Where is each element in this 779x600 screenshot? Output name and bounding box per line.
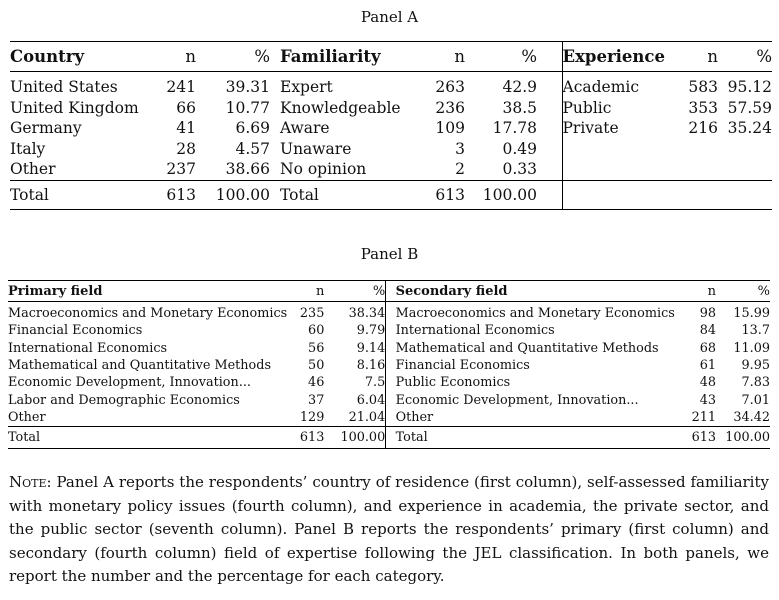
count-cell: 60 (308, 323, 325, 339)
percent-cell: 11.09 (733, 340, 770, 356)
spacer-cell (386, 391, 396, 408)
spacer-cell (537, 118, 562, 139)
percent-cell: 6.04 (356, 392, 386, 408)
empty-cell (680, 180, 718, 209)
percent-cell: 4.57 (235, 139, 270, 158)
count-cell: 613 (415, 180, 465, 209)
spacer-cell (537, 139, 562, 160)
familiarity-cell: Aware (280, 119, 330, 138)
note-text: Panel A reports the respondents’ country of residence (first column), self-assessed familiarity with monetary policy issues (fourth column), and experience in academia, the private sector, and the public sector (seventh column). Panel B reports the respondents’ primary (first column) and secondary (fourth column) field of expertise following the JEL classification. In both panels, we report the number and the percentage for each category. (9, 473, 769, 585)
percent-cell: 95.12 (727, 78, 772, 97)
header-percent: % (718, 42, 772, 72)
panel-a-title: Panel A (360, 8, 419, 26)
spacer-cell (537, 72, 562, 98)
count-cell: 613 (150, 180, 196, 209)
count-cell: 41 (176, 119, 196, 138)
count-cell: 236 (435, 98, 465, 117)
total-label: Total (280, 180, 415, 209)
percent-cell: 7.83 (741, 375, 770, 391)
count-cell: 2 (455, 160, 465, 179)
percent-cell: 7.5 (364, 375, 386, 391)
count-cell: 211 (691, 409, 717, 425)
header-percent: % (324, 281, 385, 302)
percent-cell: 0.33 (502, 160, 537, 179)
count-cell: 37 (308, 392, 325, 408)
empty-cell (562, 180, 680, 209)
count-cell: 613 (287, 427, 324, 449)
count-cell: 61 (699, 358, 717, 374)
header-percent: % (716, 281, 770, 302)
secondary-field-cell: International Economics (395, 323, 555, 339)
panel-b-header-row (8, 281, 770, 302)
familiarity-cell: Expert (280, 78, 333, 97)
table-row (10, 72, 772, 98)
count-cell: 353 (688, 98, 718, 117)
spacer-cell (270, 98, 280, 119)
header-n: n (675, 281, 716, 302)
country-cell: United Kingdom (10, 98, 139, 117)
count-cell: 50 (308, 358, 325, 374)
spacer-cell (537, 98, 562, 119)
percent-cell: 15.99 (733, 306, 770, 322)
count-cell: 237 (166, 160, 196, 179)
header-experience: Experience (562, 42, 680, 72)
header-percent: % (465, 42, 537, 72)
panel-b-title: Panel B (360, 245, 419, 263)
count-cell: 109 (435, 119, 465, 138)
primary-field-cell: Labor and Demographic Economics (8, 392, 240, 408)
percent-cell: 42.9 (502, 78, 537, 97)
table-row (8, 302, 770, 323)
panel-a-table (10, 41, 772, 210)
count-cell: 56 (308, 340, 325, 356)
spacer-cell (270, 159, 280, 180)
experience-cell: Public (562, 98, 680, 119)
count-cell (680, 139, 718, 160)
primary-field-cell: Mathematical and Quantitative Methods (8, 358, 272, 374)
primary-field-cell: Financial Economics (8, 323, 143, 339)
table-row (10, 118, 772, 139)
secondary-field-cell: Macroeconomics and Monetary Economics (395, 306, 675, 322)
primary-field-cell: Other (8, 409, 46, 425)
percent-cell: 0.49 (502, 139, 537, 158)
count-cell: 28 (176, 139, 196, 158)
percent-cell: 100.00 (196, 180, 270, 209)
country-cell: United States (10, 78, 118, 97)
header-percent: % (196, 42, 270, 72)
percent-cell: 13.7 (741, 323, 770, 339)
header-country: Country (10, 42, 150, 72)
header-n: n (150, 42, 196, 72)
country-cell: Italy (10, 139, 46, 158)
total-row (10, 180, 772, 209)
table-row (10, 98, 772, 119)
table-row (8, 409, 770, 427)
count-cell (680, 159, 718, 180)
percent-cell: 8.16 (356, 358, 386, 374)
percent-cell: 38.5 (502, 98, 537, 117)
count-cell: 235 (299, 306, 325, 322)
primary-field-cell: Economic Development, Innovation... (8, 375, 251, 391)
spacer-cell (386, 374, 396, 391)
table-note (9, 471, 769, 589)
header-secondary-field: Secondary field (396, 281, 675, 302)
familiarity-cell: Unaware (280, 139, 352, 158)
count-cell: 68 (699, 340, 717, 356)
spacer-cell (386, 322, 396, 339)
table-row (8, 340, 770, 357)
spacer-cell (386, 409, 396, 427)
percent-cell: 38.34 (348, 306, 386, 322)
percent-cell: 6.69 (235, 119, 270, 138)
count-cell: 583 (688, 78, 718, 97)
total-label: Total (10, 180, 150, 209)
secondary-field-cell: Economic Development, Innovation... (395, 392, 639, 408)
secondary-field-cell: Financial Economics (395, 358, 530, 374)
spacer-cell (270, 118, 280, 139)
table-row (10, 139, 772, 160)
count-cell: 46 (308, 375, 325, 391)
table-row (10, 159, 772, 180)
header-n: n (680, 42, 718, 72)
panel-a-header-row (10, 42, 772, 72)
spacer-cell (270, 72, 280, 98)
count-cell: 98 (699, 306, 717, 322)
percent-cell: 39.31 (225, 78, 270, 97)
count-cell: 3 (455, 139, 465, 158)
count-cell: 129 (299, 409, 325, 425)
total-label: Total (8, 427, 287, 449)
percent-cell (718, 139, 772, 160)
table-row (8, 391, 770, 408)
empty-cell (718, 180, 772, 209)
experience-cell: Private (562, 118, 680, 139)
experience-cell: Academic (562, 72, 680, 98)
table-row (8, 374, 770, 391)
percent-cell: 10.77 (225, 98, 270, 117)
count-cell: 263 (435, 78, 465, 97)
header-familiarity: Familiarity (280, 42, 415, 72)
total-row (8, 427, 770, 449)
experience-cell (562, 139, 680, 160)
count-cell: 216 (688, 119, 718, 138)
header-primary-field: Primary field (8, 281, 287, 302)
country-cell: Germany (10, 119, 82, 138)
percent-cell: 38.66 (225, 160, 270, 179)
percent-cell: 9.79 (356, 323, 386, 339)
note-label: Note: (9, 473, 52, 491)
count-cell: 48 (699, 375, 717, 391)
count-cell: 241 (166, 78, 196, 97)
experience-cell (562, 159, 680, 180)
secondary-field-cell: Other (395, 409, 434, 425)
header-n: n (287, 281, 324, 302)
count-cell: 43 (699, 392, 717, 408)
spacer-cell (537, 180, 562, 209)
percent-cell: 35.24 (727, 119, 772, 138)
percent-cell: 9.95 (741, 358, 770, 374)
percent-cell: 57.59 (727, 98, 772, 117)
percent-cell: 17.78 (492, 119, 537, 138)
panel-b-table (8, 280, 770, 449)
familiarity-cell: Knowledgeable (280, 98, 401, 117)
primary-field-cell: International Economics (8, 340, 168, 356)
spacer-cell (386, 302, 396, 323)
total-label: Total (396, 427, 675, 449)
count-cell: 84 (699, 323, 717, 339)
secondary-field-cell: Public Economics (395, 375, 511, 391)
familiarity-cell: No opinion (280, 160, 367, 179)
percent-cell (718, 159, 772, 180)
table-row (8, 357, 770, 374)
percent-cell: 100.00 (716, 427, 770, 449)
count-cell: 66 (176, 98, 196, 117)
header-n: n (415, 42, 465, 72)
table-row (8, 322, 770, 339)
percent-cell: 7.01 (741, 392, 770, 408)
country-cell: Other (10, 160, 56, 179)
spacer-cell (386, 340, 396, 357)
count-cell: 613 (675, 427, 716, 449)
spacer-cell (537, 159, 562, 180)
primary-field-cell: Macroeconomics and Monetary Economics (8, 306, 288, 322)
percent-cell: 100.00 (465, 180, 537, 209)
percent-cell: 34.42 (733, 409, 770, 425)
spacer-cell (386, 427, 396, 449)
percent-cell: 21.04 (348, 409, 386, 425)
percent-cell: 100.00 (324, 427, 385, 449)
spacer-cell (386, 357, 396, 374)
secondary-field-cell: Mathematical and Quantitative Methods (395, 340, 659, 356)
spacer-cell (270, 139, 280, 160)
spacer-cell (270, 180, 280, 209)
percent-cell: 9.14 (356, 340, 386, 356)
